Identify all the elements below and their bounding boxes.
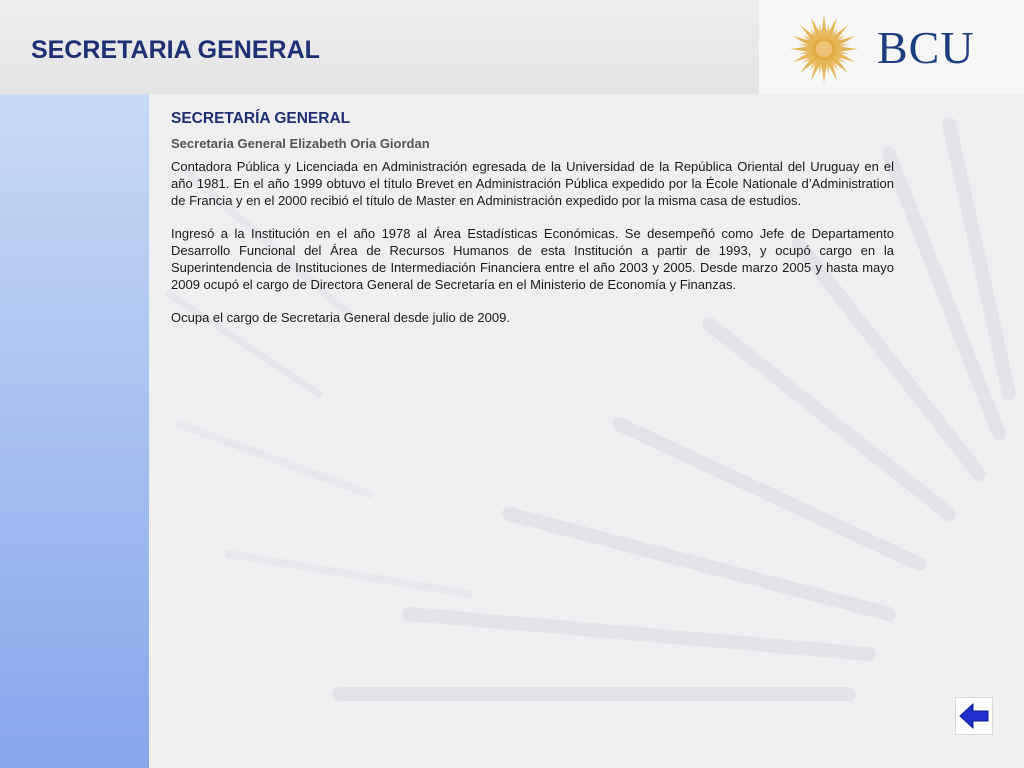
back-button[interactable] — [955, 697, 993, 735]
sidebar-decoration — [0, 94, 149, 768]
arrow-left-icon — [958, 702, 990, 730]
section-title: SECRETARÍA GENERAL — [171, 110, 351, 127]
paragraph-career: Ingresó a la Institución en el año 1978 al Área Estadísticas Económicas. Se desempeñó como Jefe de Departamento Desarrollo Funcional del Área de Recursos Humanos de esta Institución a partir de 1993, y ocupó cargo en la Superintendencia de Instituciones de Intermediación Financiera entre el año 2003 y 2005. Desde marzo 2005 y hasta mayo 2009 ocupó el cargo de Directora General de Secretaría en el Ministerio de Economía y Finanzas. — [171, 226, 894, 292]
paragraph-current-role: Ocupa el cargo de Secretaria General desde julio de 2009. — [171, 310, 510, 325]
logo-text: BCU — [877, 22, 975, 73]
page-title: SECRETARIA GENERAL — [31, 36, 320, 64]
paragraph-education: Contadora Pública y Licenciada en Administración egresada de la Universidad de la República Oriental del Uruguay en el año 1981. En el año 1999 obtuvo el título Brevet en Administración Pública expedido por la École Nationale d’Administration de Francia y en el 2000 recibió el título de Master en Administración expedido por la misma casa de estudios. — [171, 159, 894, 208]
sun-icon — [789, 14, 859, 84]
bcu-logo — [759, 0, 1024, 94]
main-content — [171, 108, 894, 342]
section-subtitle: Secretaria General Elizabeth Oria Giordan — [171, 136, 430, 151]
